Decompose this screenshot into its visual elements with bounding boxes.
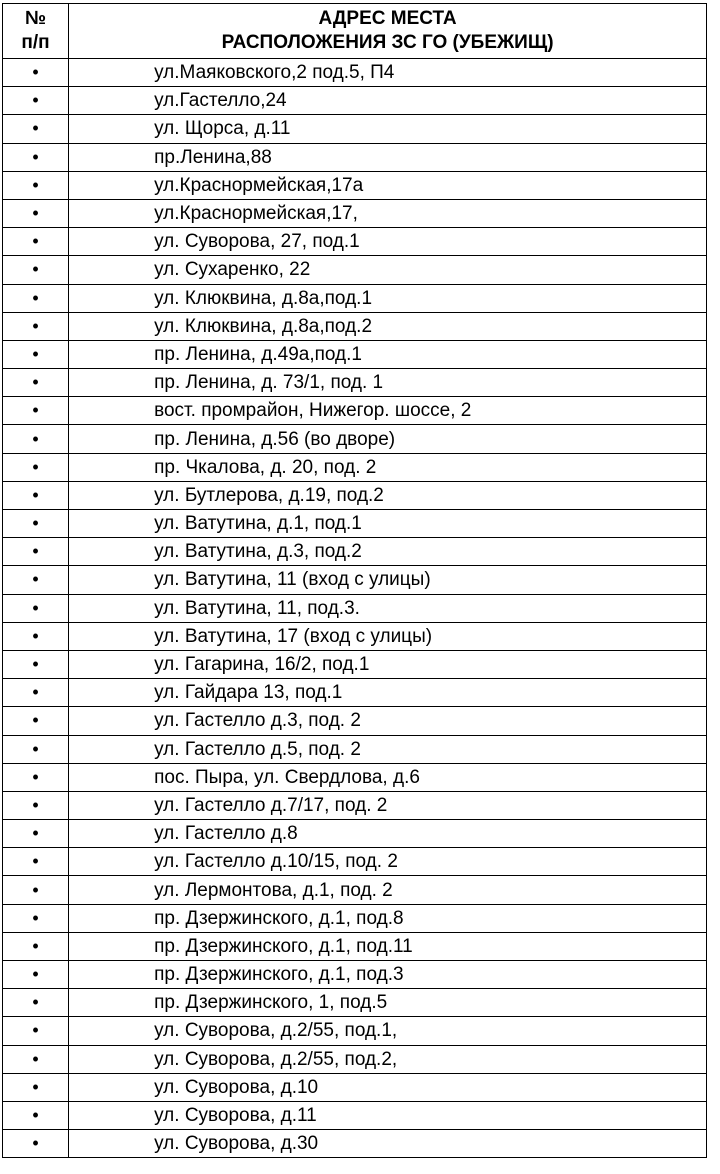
row-address-cell: ул. Суворова, д.10 [69, 1073, 707, 1101]
row-address-cell: ул.Краснормейская,17, [69, 199, 707, 227]
row-address-cell: вост. промрайон, Нижегор. шоссе, 2 [69, 397, 707, 425]
table-row [3, 453, 707, 481]
row-address-cell: пр. Ленина, д.56 (во дворе) [69, 425, 707, 453]
row-bullet-cell: • [3, 369, 69, 397]
table-row [3, 312, 707, 340]
row-address-cell: ул. Гастелло д.8 [69, 820, 707, 848]
table-row [3, 256, 707, 284]
row-bullet-cell: • [3, 932, 69, 960]
row-bullet-cell: • [3, 59, 69, 87]
row-address-cell: ул. Суворова, д.2/55, под.2, [69, 1045, 707, 1073]
row-address-cell: ул.Гастелло,24 [69, 87, 707, 115]
row-bullet-cell: • [3, 1101, 69, 1129]
table-row [3, 932, 707, 960]
table-row [3, 397, 707, 425]
row-address-cell: ул. Щорса, д.11 [69, 115, 707, 143]
row-address-cell: пр. Дзержинского, д.1, под.11 [69, 932, 707, 960]
row-address-cell: ул. Клюквина, д.8а,под.2 [69, 312, 707, 340]
row-address-cell: ул. Гастелло д.10/15, под. 2 [69, 848, 707, 876]
table-row [3, 284, 707, 312]
row-address-cell: ул. Лермонтова, д.1, под. 2 [69, 876, 707, 904]
table-row [3, 1017, 707, 1045]
row-bullet-cell: • [3, 1045, 69, 1073]
row-bullet-cell: • [3, 1017, 69, 1045]
header-number-line1: № [24, 8, 47, 29]
row-bullet-cell: • [3, 594, 69, 622]
row-bullet-cell: • [3, 397, 69, 425]
table-row [3, 961, 707, 989]
table-row [3, 143, 707, 171]
table-row [3, 228, 707, 256]
row-bullet-cell: • [3, 1073, 69, 1101]
shelter-address-table [2, 3, 707, 1158]
row-bullet-cell: • [3, 961, 69, 989]
header-number-cell [3, 4, 69, 59]
row-bullet-cell: • [3, 425, 69, 453]
row-address-cell: пр. Дзержинского, 1, под.5 [69, 989, 707, 1017]
header-address-cell [69, 4, 707, 59]
table-row [3, 1045, 707, 1073]
row-address-cell: пр. Дзержинского, д.1, под.8 [69, 904, 707, 932]
table-row [3, 199, 707, 227]
table-row [3, 650, 707, 678]
row-bullet-cell: • [3, 989, 69, 1017]
table-row [3, 820, 707, 848]
row-bullet-cell: • [3, 312, 69, 340]
row-address-cell: ул. Ватутина, д.1, под.1 [69, 510, 707, 538]
row-bullet-cell: • [3, 763, 69, 791]
row-bullet-cell: • [3, 622, 69, 650]
row-bullet-cell: • [3, 510, 69, 538]
table-row [3, 538, 707, 566]
row-bullet-cell: • [3, 791, 69, 819]
row-bullet-cell: • [3, 904, 69, 932]
row-bullet-cell: • [3, 228, 69, 256]
table-row [3, 679, 707, 707]
row-address-cell: пр. Ленина, д. 73/1, под. 1 [69, 369, 707, 397]
row-address-cell: ул. Суворова, 27, под.1 [69, 228, 707, 256]
header-number-line2: п/п [21, 32, 50, 53]
row-bullet-cell: • [3, 679, 69, 707]
row-bullet-cell: • [3, 1130, 69, 1158]
row-address-cell: ул. Суворова, д.11 [69, 1101, 707, 1129]
table-row [3, 340, 707, 368]
row-address-cell: пр. Чкалова, д. 20, под. 2 [69, 453, 707, 481]
table-row [3, 707, 707, 735]
row-address-cell: ул.Маяковского,2 под.5, П4 [69, 59, 707, 87]
row-bullet-cell: • [3, 340, 69, 368]
table-row [3, 989, 707, 1017]
row-bullet-cell: • [3, 453, 69, 481]
row-bullet-cell: • [3, 481, 69, 509]
row-bullet-cell: • [3, 650, 69, 678]
table-row [3, 1130, 707, 1158]
table-row [3, 425, 707, 453]
table-row [3, 1101, 707, 1129]
table-row [3, 87, 707, 115]
row-address-cell: ул. Ватутина, д.3, под.2 [69, 538, 707, 566]
table-row [3, 904, 707, 932]
row-bullet-cell: • [3, 199, 69, 227]
table-row [3, 369, 707, 397]
row-address-cell: ул. Гастелло д.5, под. 2 [69, 735, 707, 763]
table-header-row [3, 4, 707, 59]
row-bullet-cell: • [3, 820, 69, 848]
table-row [3, 115, 707, 143]
table-row [3, 791, 707, 819]
row-address-cell: ул. Гагарина, 16/2, под.1 [69, 650, 707, 678]
table-row [3, 481, 707, 509]
row-address-cell: ул.Краснормейская,17а [69, 171, 707, 199]
row-address-cell: ул. Клюквина, д.8а,под.1 [69, 284, 707, 312]
row-bullet-cell: • [3, 735, 69, 763]
row-bullet-cell: • [3, 87, 69, 115]
header-address-line2: РАСПОЛОЖЕНИЯ ЗС ГО (УБЕЖИЩ) [221, 32, 554, 53]
table-row [3, 59, 707, 87]
row-bullet-cell: • [3, 256, 69, 284]
row-bullet-cell: • [3, 538, 69, 566]
table-row [3, 848, 707, 876]
row-address-cell: ул. Ватутина, 11, под.3. [69, 594, 707, 622]
row-bullet-cell: • [3, 143, 69, 171]
table-row [3, 171, 707, 199]
table-row [3, 1073, 707, 1101]
row-address-cell: ул. Суворова, д.2/55, под.1, [69, 1017, 707, 1045]
row-bullet-cell: • [3, 115, 69, 143]
row-address-cell: пос. Пыра, ул. Свердлова, д.6 [69, 763, 707, 791]
row-address-cell: ул. Гайдара 13, под.1 [69, 679, 707, 707]
row-address-cell: пр. Ленина, д.49а,под.1 [69, 340, 707, 368]
row-bullet-cell: • [3, 876, 69, 904]
row-bullet-cell: • [3, 171, 69, 199]
row-address-cell: ул. Гастелло д.3, под. 2 [69, 707, 707, 735]
row-address-cell: пр.Ленина,88 [69, 143, 707, 171]
row-address-cell: ул. Суворова, д.30 [69, 1130, 707, 1158]
table-row [3, 566, 707, 594]
row-address-cell: ул. Сухаренко, 22 [69, 256, 707, 284]
row-bullet-cell: • [3, 284, 69, 312]
table-body [3, 59, 707, 1158]
row-bullet-cell: • [3, 566, 69, 594]
table-row [3, 622, 707, 650]
header-address-line1: АДРЕС МЕСТА [318, 8, 457, 29]
row-address-cell: пр. Дзержинского, д.1, под.3 [69, 961, 707, 989]
row-bullet-cell: • [3, 707, 69, 735]
row-address-cell: ул. Бутлерова, д.19, под.2 [69, 481, 707, 509]
row-address-cell: ул. Ватутина, 17 (вход с улицы) [69, 622, 707, 650]
table-row [3, 735, 707, 763]
table-row [3, 594, 707, 622]
row-bullet-cell: • [3, 848, 69, 876]
row-address-cell: ул. Гастелло д.7/17, под. 2 [69, 791, 707, 819]
table-row [3, 763, 707, 791]
table-row [3, 876, 707, 904]
row-address-cell: ул. Ватутина, 11 (вход с улицы) [69, 566, 707, 594]
table-row [3, 510, 707, 538]
